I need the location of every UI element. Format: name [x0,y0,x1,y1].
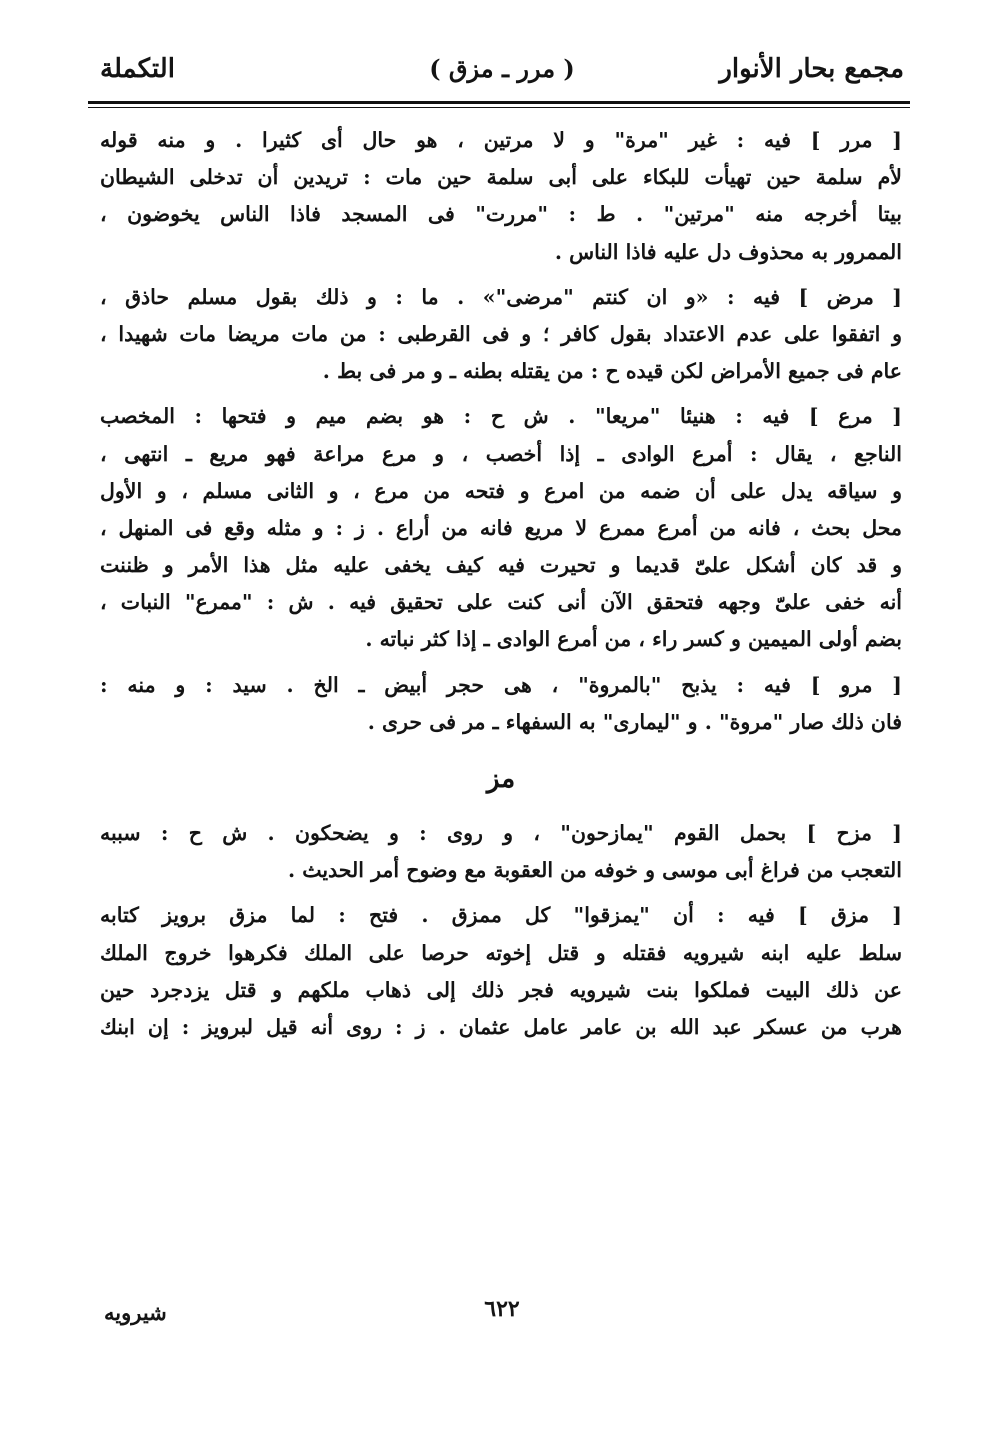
text-line: عام فى جميع الأمراض لكن قيده ح : من يقتله بطنه ـ و مر فى بط . [322,359,902,384]
section-title: التكملة [100,54,175,84]
entry-marw [100,667,902,741]
text-line: الممرور به محذوف دل عليه فاذا الناس . [554,239,902,264]
header-rule-thin [88,107,910,108]
running-header [100,50,904,94]
text-line: و سياقه يدل على أن ضمه من امرع و فتحه من مرع ، و الثانى مسلم ، و الأول [100,478,902,503]
text-line: لأم سلمة حين تهيأت للبكاء على أبى سلمة حين مات : تريدين أن تدخلى الشيطان [100,165,902,190]
main-text [100,122,902,1046]
text-line: [ مرر ] فيه : غير "مرة" و لا مرتين ، هو حال أى كثيرا . و منه قوله [100,128,902,152]
text-line: سلط عليه ابنه شيرويه فقتله و قتل إخوته حرصا على الملك فكرهوا خروج الملك [100,940,902,965]
text-line: أنه خفى علىّ وجهه فتحقق الآن أنى كنت على تحقيق فيه . ش : "ممرع" النبات ، [100,590,902,615]
page-footer [100,1296,904,1332]
text-line: التعجب من فراغ أبى موسى و خوفه من العقوبة مع وضوح أمر الحديث . [287,858,902,883]
entry-marar [100,122,902,271]
catchword: شيرويه [104,1300,167,1325]
text-line: و اتفقوا على عدم الاعتداد بقول كافر ؛ و فى القرطبى : من مات مريضا مات شهيدا ، [100,321,902,346]
entry-marad [100,279,902,391]
text-line: بيتا أخرجه منه "مرتين" . ط : "مررت" فى المسجد فاذا الناس يخوضون ، [100,202,902,227]
text-line: و قد كان أشكل علىّ قديما و تحيرت فيه كيف يخفى عليه مثل هذا الأمر و ظننت [100,553,902,578]
entry-range: ( مرر ـ مزق ) [429,54,575,83]
entry-mara [100,398,902,658]
text-line: [ مرع ] فيه : هنيئا "مريعا" . ش ح : هو بضم ميم و فتحها : المخصب [100,404,902,429]
text-line: [ مرو ] فيه : يذبح "بالمروة" ، هى حجر أبيض ـ الخ . سيد : و منه : [100,672,902,697]
text-line: محل بحث ، فانه من أمرع ممرع لا مريع فانه من أراع . ز : و مثله وقع فى المنهل ، [100,515,902,540]
text-line: الناجع ، يقال : أمرع الوادى ـ إذا أخصب ، و مرع مراعة فهو مريع ـ انتهى ، [100,441,902,466]
book-title: مجمع بحار الأنوار [719,54,904,84]
text-line: فان ذلك صار "مروة" . و "ليمارى" به السفهاء ـ مر فى حرى . [367,709,902,734]
header-rule-thick [88,101,910,104]
entry-mazaq [100,897,902,1046]
text-line: بضم أولى الميمين و كسر راء ، من أمرع الوادى ـ إذا كثر نباته . [365,627,902,652]
text-line: هرب من عسكر عبد الله بن عامر عامل عثمان . ز : روى أنه قيل لبرويز : إن ابنك [100,1014,902,1039]
text-line: [ مزح ] بحمل القوم "يمازحون" ، و روى : و يضحكون . ش ح : سببه [100,821,902,845]
section-heading: مز [486,764,516,794]
text-line: [ مزق ] فيه : أن "يمزقوا" كل ممزق . فتح : لما مزق برويز كتابه [100,903,902,928]
page-number: ٦٢٢ [484,1296,520,1322]
text-line: [ مرض ] فيه : «و ان كنتم "مرضى"» . ما : و ذلك بقول مسلم حاذق ، [100,284,902,309]
entry-mazah [100,815,902,889]
text-line: عن ذلك البيت فملكوا بنت شيرويه فجر ذلك إلى ذهاب ملكهم و قتل يزدجرد حين [100,977,902,1002]
